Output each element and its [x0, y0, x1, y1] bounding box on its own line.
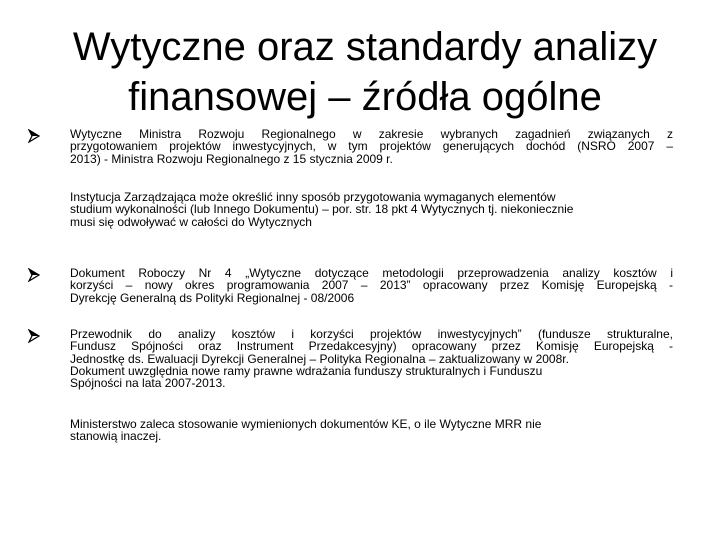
slide-title	[40, 22, 690, 122]
note-1-line: Instytucja Zarządzająca może określić inny sposób przygotowania wymaganych elementów	[70, 190, 556, 204]
list-item-3-line: Przewodnik do analizy kosztów i korzyści projektów inwestycyjnych” (fundusze strukturalne,	[70, 327, 673, 341]
list-item-2-line: korzyści – nowy okres programowania 2007 – 2013” opracowany przez Komisję Europejską -	[70, 278, 673, 293]
list-item-2	[70, 267, 673, 304]
list-item-1-line: 2013) - Ministra Rozwoju Regionalnego z 15 stycznia 2009 r.	[70, 151, 393, 166]
note-2-line: Ministerstwo zaleca stosowanie wymienionych dokumentów KE, o ile Wytyczne MRR nie	[70, 417, 542, 431]
list-item-1-line: przygotowaniem projektów inwestycyjnych, w tym projektów generujących dochód (NSRO 2007 –	[70, 139, 673, 154]
slide-title-line-1: Wytyczne oraz standardy analizy	[72, 25, 658, 69]
slide-title-line-2: finansowej – źródła ogólne	[128, 75, 602, 119]
list-item-3-line: Fundusz Spójności oraz Instrument Przedakcesyjny) opracowany przez Komisję Europejską -	[70, 339, 673, 354]
arrow-bullet-icon	[28, 329, 42, 343]
list-item-2-line: Dyrekcję Generalną ds Polityki Regionalnej - 08/2006	[70, 290, 355, 305]
list-item-1	[70, 128, 673, 165]
list-item-3-line: Jednostkę ds. Ewaluacji Dyrekcji Generalnej – Polityka Regionalna – zaktualizowany w 2008r.	[70, 351, 569, 366]
note-1-line: musi się odwoływać w całości do Wytycznych	[70, 214, 312, 229]
note-paragraph-1	[70, 191, 673, 228]
list-item-1-line: Wytyczne Ministra Rozwoju Regionalnego w zakresie wybranych zagadnień związanych z	[70, 127, 673, 141]
list-item-2-line: Dokument Roboczy Nr 4 „Wytyczne dotyczące metodologii przeprowadzenia analizy kosztów i	[70, 266, 673, 280]
note-paragraph-2	[70, 418, 673, 443]
note-2-line: stanowią inaczej.	[70, 429, 162, 444]
list-item-3-line: Spójności na lata 2007-2013.	[70, 376, 226, 391]
note-1-line: studium wykonalności (lub Innego Dokumentu) – por. str. 18 pkt 4 Wytycznych tj. niekoniecznie	[70, 202, 574, 217]
list-item-3-line: Dokument uwzględnia nowe ramy prawne wdrażania funduszy strukturalnych i Funduszu	[70, 363, 543, 378]
arrow-bullet-icon	[28, 129, 42, 143]
arrow-bullet-icon	[28, 268, 42, 282]
list-item-3	[70, 328, 673, 389]
